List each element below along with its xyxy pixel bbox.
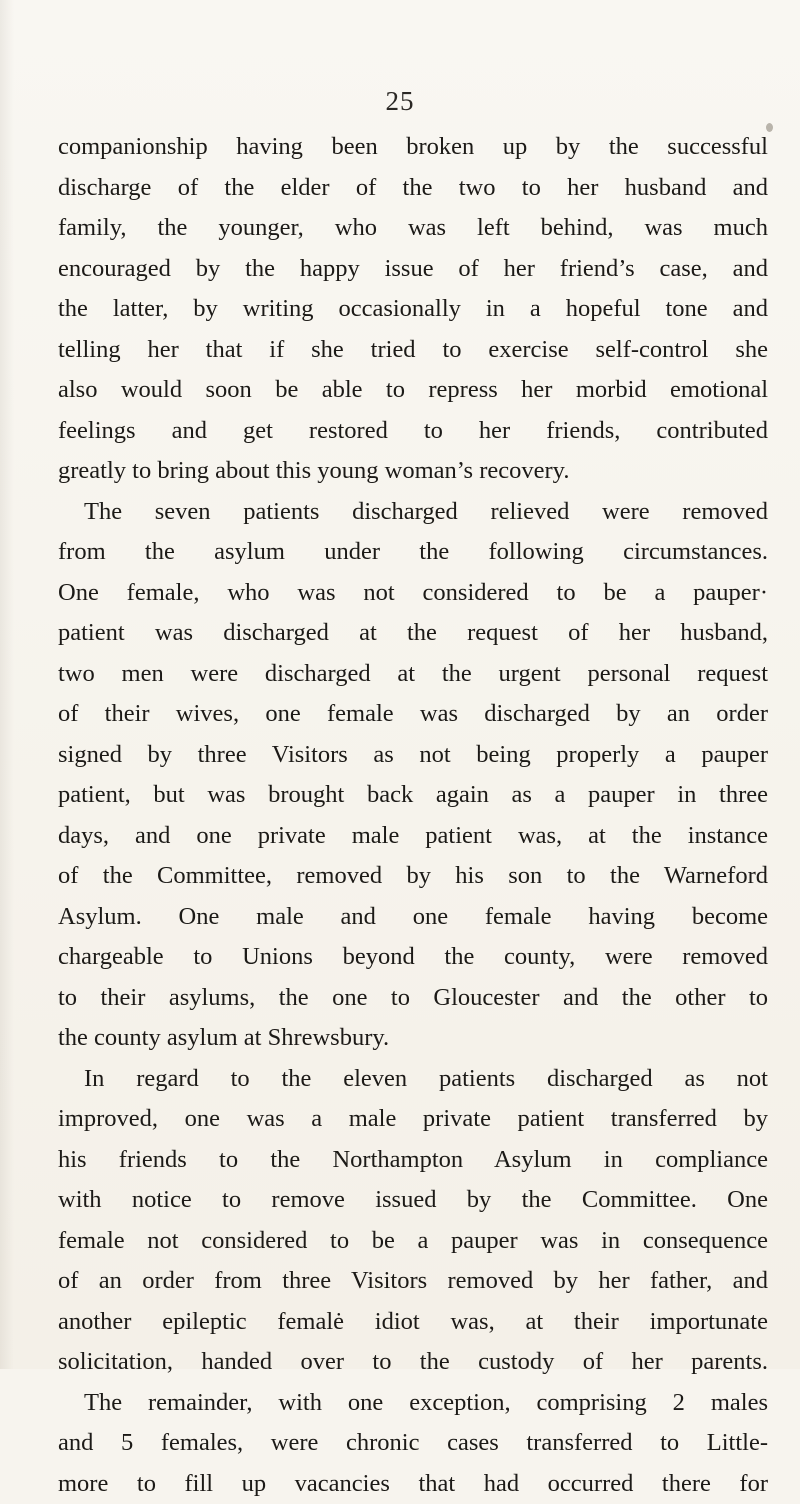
text-line: also would soon be able to repress her morbid emotional (58, 370, 768, 411)
text-line: The seven patients discharged relieved were removed (58, 492, 768, 533)
text-line: patient, but was brought back again as a pauper in three (58, 775, 768, 816)
text-line: One female, who was not considered to be a pauper· (58, 573, 768, 614)
text-line: feelings and get restored to her friends, contributed (58, 411, 768, 452)
text-line: days, and one private male patient was, at the instance (58, 816, 768, 857)
text-line: family, the younger, who was left behind, was much (58, 208, 768, 249)
text-line: In regard to the eleven patients discharged as not (58, 1059, 768, 1100)
text-line: patient was discharged at the request of her husband, (58, 613, 768, 654)
text-line: discharge of the elder of the two to her husband and (58, 168, 768, 209)
text-line: to their asylums, the one to Gloucester and the other to (58, 978, 768, 1019)
body-text (58, 127, 768, 1504)
text-line: another epileptic femalė idiot was, at their importunate (58, 1302, 768, 1343)
text-line: with notice to remove issued by the Committee. One (58, 1180, 768, 1221)
text-line: companionship having been broken up by the successful (58, 127, 768, 168)
text-line: signed by three Visitors as not being properly a pauper (58, 735, 768, 776)
text-line: from the asylum under the following circumstances. (58, 532, 768, 573)
text-line: chargeable to Unions beyond the county, were removed (58, 937, 768, 978)
text-line: his friends to the Northampton Asylum in compliance (58, 1140, 768, 1181)
text-line: telling her that if she tried to exercise self-control she (58, 330, 768, 371)
text-line: two men were discharged at the urgent personal request (58, 654, 768, 695)
text-line: female not considered to be a pauper was in consequence (58, 1221, 768, 1262)
page-edge-shadow (0, 0, 14, 1369)
text-line: solicitation, handed over to the custody of her parents. (58, 1342, 768, 1383)
text-line: of an order from three Visitors removed by her father, and (58, 1261, 768, 1302)
text-line: encouraged by the happy issue of her friend’s case, and (58, 249, 768, 290)
text-line: more to fill up vacancies that had occurred there for (58, 1464, 768, 1504)
text-line: the latter, by writing occasionally in a hopeful tone and (58, 289, 768, 330)
text-line: the county asylum at Shrewsbury. (58, 1018, 768, 1059)
text-line: The remainder, with one exception, comprising 2 males (58, 1383, 768, 1424)
text-line: improved, one was a male private patient transferred by (58, 1099, 768, 1140)
text-line: and 5 females, were chronic cases transferred to Little- (58, 1423, 768, 1464)
text-line: Asylum. One male and one female having become (58, 897, 768, 938)
text-line: greatly to bring about this young woman’s recovery. (58, 451, 768, 492)
text-line: of the Committee, removed by his son to the Warneford (58, 856, 768, 897)
text-line: of their wives, one female was discharged by an order (58, 694, 768, 735)
page-number: 25 (0, 86, 800, 117)
